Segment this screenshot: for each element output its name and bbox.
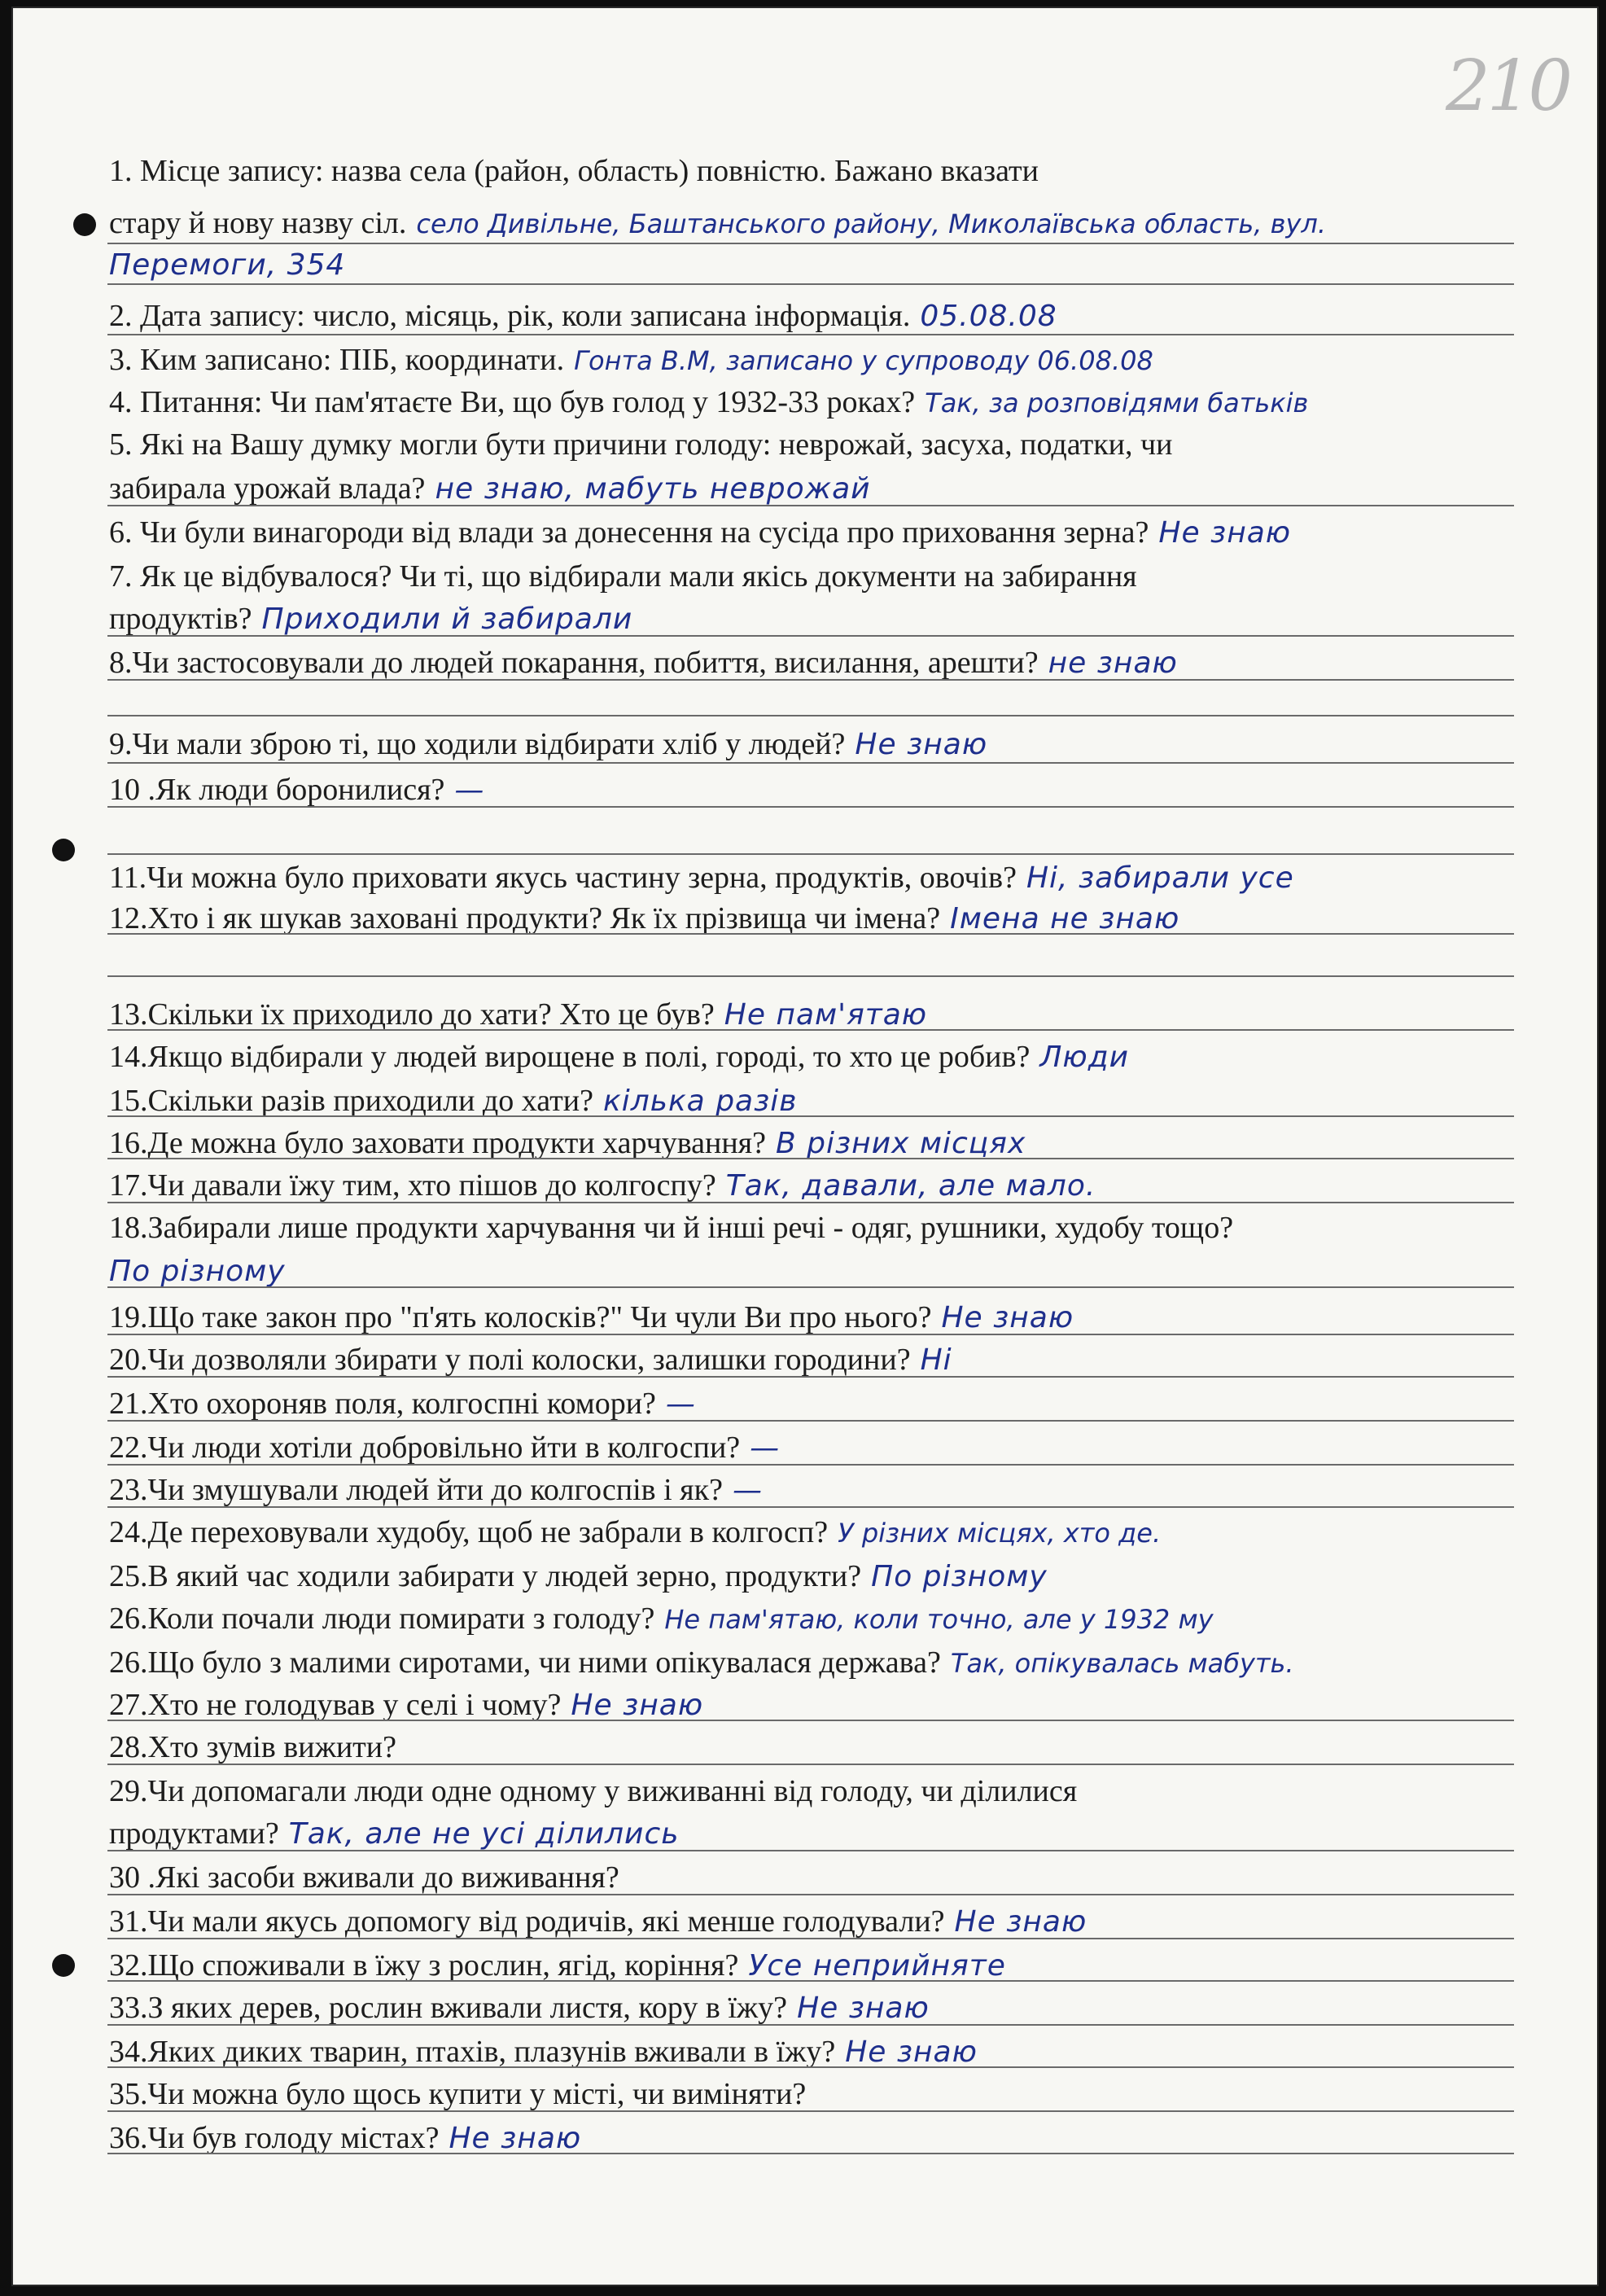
answer-line (107, 2066, 1514, 2068)
question-25: 25.В який час ходили забирати у людей зерно, продукти? По різному (109, 1559, 1048, 1593)
answer-line (107, 806, 1514, 808)
question-16: 16.Де можна було заховати продукти харчування? В різних місцях (109, 1126, 1026, 1160)
answer-26b: Так, опікувалась мабуть. (950, 1648, 1294, 1679)
answer-29: Так, але не усі ділились (288, 1817, 680, 1851)
answer-27: Не знаю (571, 1689, 704, 1722)
answer-line (107, 933, 1514, 935)
answer-4: Так, за розповідями батьків (925, 388, 1309, 418)
answer-line (107, 1464, 1514, 1466)
answer-33: Не знаю (797, 1991, 930, 2025)
question-2: 2. Дата запису: число, місяць, рік, коли записана інформація. 05.08.08 (109, 299, 1057, 333)
question-4: 4. Питання: Чи пам'ятаєте Ви, що був голод у 1932-33 роках? Так, за розповідями батьків (109, 385, 1309, 419)
answer-5: не знаю, мабуть неврожай (435, 472, 871, 506)
answer-6: Не знаю (1158, 516, 1292, 550)
answer-line (107, 1850, 1514, 1851)
answer-26a: Не пам'ятаю, коли точно, але у 1932 му (664, 1604, 1214, 1635)
answer-1: село Дивільне, Баштанського району, Миколаївська область, вул. (416, 208, 1327, 239)
question-31: 31.Чи мали якусь допомогу від родичів, які менше голодували? Не знаю (109, 1904, 1087, 1939)
answer-32: Усе неприйняте (748, 1949, 1006, 1983)
question-26a: 26.Коли почали люди помирати з голоду? Не пам'ятаю, коли точно, але у 1932 му (109, 1602, 1214, 1636)
answer-24: У різних місцях, хто де. (838, 1518, 1162, 1549)
answer-1-continued: Перемоги, 354 (109, 248, 346, 282)
answer-10: — (454, 773, 485, 807)
answer-line (107, 2153, 1514, 2154)
question-5-line-2: забирала урожай влада? не знаю, мабуть неврожай (109, 471, 871, 506)
question-13: 13.Скільки їх приходило до хати? Хто це був? Не пам'ятаю (109, 997, 928, 1032)
answer-line (107, 1334, 1514, 1335)
question-19: 19.Що таке закон про "п'ять колосків?" Чи чули Ви про нього? Не знаю (109, 1300, 1074, 1334)
questionnaire-page (11, 7, 1599, 2286)
answer-19: Не знаю (941, 1301, 1074, 1334)
answer-line (107, 853, 1514, 855)
answer-line (107, 1029, 1514, 1031)
answer-16: В різних місцях (776, 1127, 1026, 1160)
answer-18: По різному (109, 1255, 286, 1288)
question-9: 9.Чи мали зброю ті, що ходили відбирати хліб у людей? Не знаю (109, 727, 988, 761)
answer-line (107, 715, 1514, 716)
answer-line (107, 1115, 1514, 1117)
answer-11: Ні, забирали усе (1026, 861, 1294, 895)
question-29-line-1: 29.Чи допомагали люди одне одному у виживанні від голоду, чи ділилися (109, 1774, 1078, 1808)
question-8: 8.Чи застосовували до людей покарання, побиття, висилання, арешти? не знаю (109, 646, 1178, 680)
answer-2: 05.08.08 (920, 300, 1057, 333)
question-36: 36.Чи був голоду містах? Не знаю (109, 2121, 582, 2155)
question-7-line-2: продуктів? Приходили й забирали (109, 602, 633, 636)
question-14: 14.Якщо відбирали у людей вирощене в полі, городі, то хто це робив? Люди (109, 1040, 1129, 1074)
answer-15: кілька разів (602, 1084, 798, 1118)
question-24: 24.Де переховували худобу, щоб не забрали в колгосп? У різних місцях, хто де. (109, 1515, 1162, 1549)
answer-14: Люди (1039, 1041, 1129, 1074)
answer-line (107, 1506, 1514, 1508)
answer-line (107, 334, 1514, 335)
answer-13: Не пам'ятаю (724, 998, 928, 1032)
question-7-line-1: 7. Як це відбувалося? Чи ті, що відбирали мали якісь документи на забирання (109, 559, 1137, 594)
question-32: 32.Що споживали в їжу з рослин, ягід, коріння? Усе неприйняте (109, 1948, 1006, 1983)
answer-line (107, 1980, 1514, 1982)
answer-12: Імена не знаю (950, 902, 1180, 935)
question-10: 10 .Як люди боронилися? — (109, 773, 485, 807)
answer-line (107, 1720, 1514, 1721)
answer-31: Не знаю (954, 1905, 1087, 1939)
punch-hole (52, 1954, 75, 1977)
question-26b: 26.Що було з малими сиротами, чи ними опікувалася держава? Так, опікувалась мабуть. (109, 1645, 1294, 1680)
answer-8: не знаю (1048, 646, 1178, 680)
answer-23: — (732, 1474, 763, 1507)
answer-line (107, 679, 1514, 681)
answer-line (107, 1938, 1514, 1939)
answer-line (107, 1158, 1514, 1159)
question-11: 11.Чи можна було приховати якусь частину зерна, продуктів, овочів? Ні, забирали усе (109, 861, 1294, 895)
answer-line (107, 2110, 1514, 2112)
answer-line (107, 1202, 1514, 1203)
question-3: 3. Ким записано: ПІБ, координати. Гонта В.М, записано у супроводу 06.08.08 (109, 343, 1153, 377)
question-1-line-2: стару й нову назву сіл. село Дивільне, Баштанського району, Миколаївська область, вул. (109, 206, 1327, 240)
question-28: 28.Хто зумів вижити? (109, 1730, 396, 1764)
answer-line (107, 1286, 1514, 1288)
answer-7: Приходили й забирали (261, 602, 633, 636)
answer-36: Не знаю (449, 2122, 582, 2155)
question-6: 6. Чи були винагороди від влади за донесення на сусіда про приховання зерна? Не знаю (109, 515, 1292, 550)
question-30: 30 .Які засоби вживали до виживання? (109, 1860, 619, 1895)
answer-25: По різному (871, 1560, 1048, 1593)
question-20: 20.Чи дозволяли збирати у полі колоски, залишки городини? Ні (109, 1343, 952, 1377)
answer-line (107, 1376, 1514, 1378)
punch-hole (52, 839, 75, 861)
answer-17: Так, давали, але мало. (725, 1169, 1096, 1203)
answer-line (107, 1764, 1514, 1765)
answer-line (107, 1894, 1514, 1895)
question-15: 15.Скільки разів приходили до хати? кілька разів (109, 1084, 798, 1118)
answer-9: Не знаю (855, 728, 988, 761)
answer-line (107, 762, 1514, 764)
question-17: 17.Чи давали їжу тим, хто пішов до колгоспу? Так, давали, але мало. (109, 1168, 1096, 1203)
page-number: 210 (1446, 46, 1570, 127)
answer-21: — (665, 1387, 696, 1421)
question-5-line-1: 5. Які на Вашу думку могли бути причини голоду: неврожай, засуха, податки, чи (109, 427, 1173, 462)
answer-3: Гонта В.М, записано у супроводу 06.08.08 (574, 345, 1153, 376)
question-1-line-1: 1. Місце запису: назва села (район, область) повністю. Бажано вказати (109, 154, 1039, 188)
question-22: 22.Чи люди хотіли добровільно йти в колгоспи? — (109, 1431, 781, 1465)
answer-22: — (750, 1431, 781, 1465)
question-23: 23.Чи змушували людей йти до колгоспів і як? — (109, 1473, 763, 1507)
answer-20: Ні (920, 1343, 952, 1377)
question-21: 21.Хто охороняв поля, колгоспні комори? — (109, 1387, 696, 1421)
question-35: 35.Чи можна було щось купити у місті, чи виміняти? (109, 2077, 807, 2111)
answer-line (107, 975, 1514, 977)
question-27: 27.Хто не голодував у селі і чому? Не знаю (109, 1688, 704, 1722)
question-18: 18.Забирали лише продукти харчування чи й інші речі - одяг, рушники, худобу тощо? (109, 1211, 1234, 1245)
question-29-line-2: продуктами? Так, але не усі ділились (109, 1816, 680, 1851)
answer-line (107, 635, 1514, 637)
answer-line (107, 1420, 1514, 1422)
question-33: 33.З яких дерев, рослин вживали листя, кору в їжу? Не знаю (109, 1991, 930, 2025)
answer-line (107, 505, 1514, 506)
question-34: 34.Яких диких тварин, птахів, плазунів вживали в їжу? Не знаю (109, 2035, 978, 2069)
punch-hole (73, 213, 96, 236)
answer-line (107, 283, 1514, 285)
answer-34: Не знаю (845, 2035, 978, 2069)
answer-line (107, 2024, 1514, 2026)
question-12: 12.Хто і як шукав заховані продукти? Як їх прізвища чи імена? Імена не знаю (109, 901, 1180, 935)
